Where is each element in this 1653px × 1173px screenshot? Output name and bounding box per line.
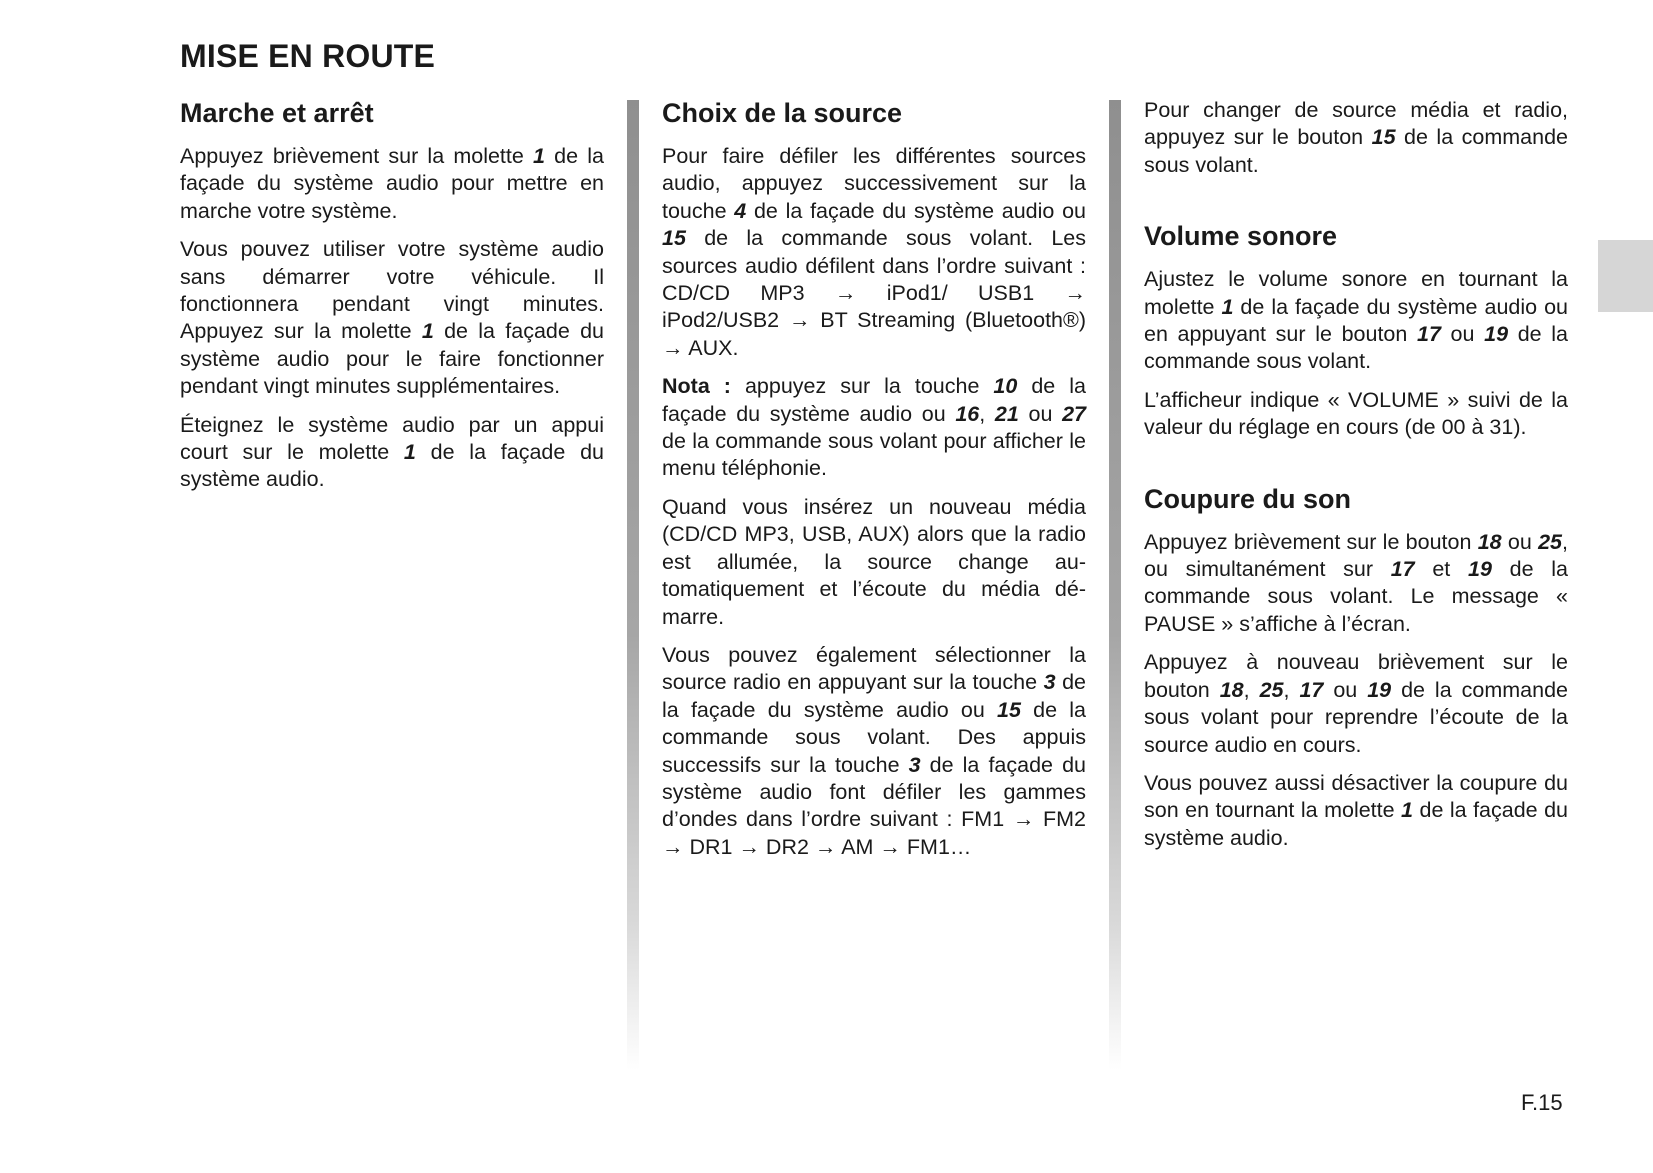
- page-number: F.15: [1521, 1090, 1563, 1115]
- paragraph: Appuyez à nouveau brièvement sur le bouton 18, 25, 17 ou 19 de la commande sous volant pour reprendre l’écoute de la source audio en cours.: [1144, 650, 1568, 757]
- paragraph: Quand vous insérez un nouveau média (CD/CD MP3, USB, AUX) alors que la radio est allumée, la source change automatiquement et l’écoute du média démarre.: [662, 494, 1086, 629]
- paragraph: Ajustez le volume sonore en tournant la molette 1 de la façade du système audio ou en appuyant sur le bouton 17 ou 19 de la commande sous volant.: [1144, 267, 1568, 374]
- section-thumb-tab: [1598, 240, 1653, 312]
- paragraph: L’afficheur indique « VOLUME » suivi de la valeur du réglage en cours (de 00 à 31).: [1144, 387, 1568, 440]
- paragraph: Vous pouvez également sélectionner la source radio en appuyant sur la touche 3 de la façade du système audio ou 15 de la commande sous volant. Des appuis successifs sur la touche 3 de la façade du système audio font défiler les gammes d’ondes dans l’ordre suivant : FM1 → FM2 → DR1 → DR2 → AM → FM1…: [662, 642, 1087, 859]
- paragraph: Éteignez le système audio par un appui court sur le molette 1 de la façade du système audio.: [180, 412, 604, 492]
- page-title: MISE EN ROUTE: [180, 38, 436, 74]
- column-marche-arret: [180, 95, 604, 505]
- column-divider-right: [1109, 100, 1121, 1070]
- note-paragraph: Nota : appuyez sur la touche 10 de la façade du système audio ou 16, 21 ou 27 de la commande sous volant pour afficher le menu téléphonie.: [662, 374, 1086, 481]
- paragraph: Pour changer de source média et radio, appuyez sur le bouton 15 de la commande sous volant.: [1144, 98, 1568, 177]
- paragraph: Appuyez brièvement sur la molette 1 de la façade du système audio pour mettre en marche votre système.: [180, 144, 604, 223]
- paragraph: Vous pouvez utiliser votre système audio sans démarrer votre véhicule. Il fonctionnera pendant vingt minutes. Appuyez sur la molette 1 de la façade du système audio pour le faire fonctionner pendant vingt minutes supplémentaires.: [180, 237, 604, 399]
- column-choix-source: [662, 95, 1086, 872]
- note-label: Nota :: [662, 374, 731, 399]
- paragraph: Pour faire défiler les différentes sources audio, appuyez successivement sur la touche 4 de la façade du système audio ou 15 de la commande sous volant. Les sources audio défilent dans l’ordre suivant : CD/CD MP3 → iPod1/ USB1 → iPod2/USB2 → BT Streaming (Bluetooth®) → AUX.: [662, 144, 1086, 360]
- column-volume-coupure: [1144, 95, 1568, 863]
- column-divider-left: [627, 100, 639, 1070]
- heading-coupure-son: Coupure du son: [1144, 483, 1351, 514]
- heading-volume-sonore: Volume sonore: [1144, 221, 1338, 252]
- heading-marche-arret: Marche et arrêt: [180, 98, 374, 128]
- heading-choix-source: Choix de la source: [662, 98, 903, 128]
- paragraph: Appuyez brièvement sur le bouton 18 ou 25, ou simultanément sur 17 et 19 de la commande sous volant. Le message « PAUSE » s’affiche à l’écran.: [1144, 529, 1568, 636]
- paragraph: Vous pouvez aussi désactiver la coupure du son en tournant la molette 1 de la façade du système audio.: [1144, 770, 1568, 850]
